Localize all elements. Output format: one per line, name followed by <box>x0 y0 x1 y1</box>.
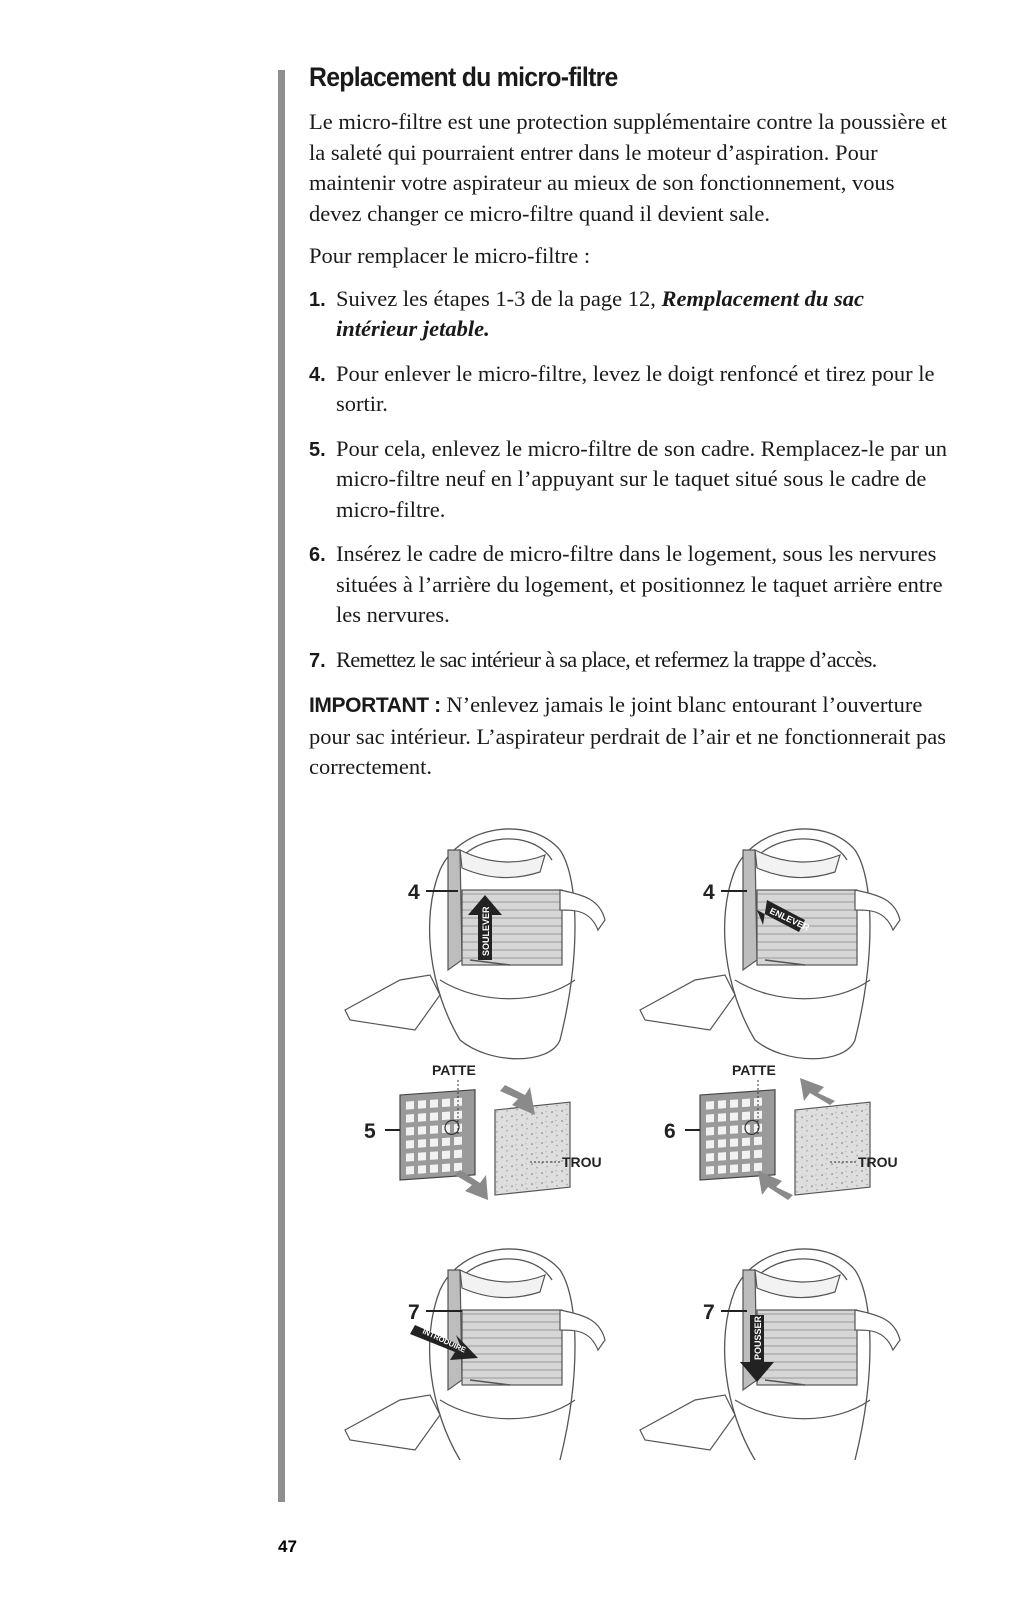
margin-bar <box>278 70 285 1502</box>
arrow-left-icon <box>800 1078 835 1105</box>
intro-paragraph: Le micro-filtre est une protection supplémentaire contre la poussière et la saleté qui pourraient entrer dans le moteur d’aspiration. Pour maintenir votre aspirateur au mieux de son fonctionnement, vous devez changer ce micro-filtre quand il devient sale. <box>309 109 947 226</box>
page-content <box>309 62 949 795</box>
page-title: Replacement du micro-filtre <box>309 62 618 92</box>
step-number: 7. <box>309 649 326 672</box>
callout-number: 7 <box>408 1301 420 1324</box>
figure-step6-frame <box>664 1062 898 1200</box>
callout-number: 6 <box>664 1120 676 1143</box>
arrow-left-icon <box>758 1171 793 1200</box>
important-label: IMPORTANT : <box>309 694 441 717</box>
step-number: 1. <box>309 288 326 311</box>
step-number: 6. <box>309 544 326 566</box>
figure-step7-push <box>640 1249 900 1460</box>
arrow-label: ENLEVER <box>768 905 811 933</box>
arrow-label: POUSSER <box>753 1315 763 1360</box>
step-text: Pour cela, enlevez le micro-filtre de son cadre. Remplacez-le par un micro-filtre neuf en l’appuyant sur le taquet situé sous le cadre de micro-filtre. <box>336 435 947 522</box>
step-text: Insérez le cadre de micro-filtre dans le logement, sous les nervures situées à l’arrière du logement, et positionnez le taquet arrière entre les nervures. <box>336 541 943 627</box>
step-item <box>309 539 949 631</box>
hole-label: TROU <box>858 1154 898 1170</box>
step-text-plain: Suivez les étapes 1-3 de la page 12, <box>336 285 662 311</box>
figure-step7-insert <box>345 1249 605 1460</box>
lead-paragraph: Pour remplacer le micro-filtre : <box>309 243 591 268</box>
tab-label: PATTE <box>732 1062 776 1078</box>
step-number: 4. <box>309 363 326 386</box>
step-reference: Remplacement du sac intérieur jetable. <box>336 285 864 341</box>
important-paragraph <box>309 690 949 783</box>
step-text: Pour enlever le micro-filtre, levez le doigt renfoncé et tirez pour le sortir. <box>336 360 935 416</box>
figure-step4-lift <box>345 829 605 1059</box>
step-item <box>309 359 949 420</box>
important-text: N’enlevez jamais le joint blanc entourant l’ouverture pour sac intérieur. L’aspirateur perdrait de l’air et ne fonctionnerait pas correctement. <box>309 692 947 779</box>
step-number: 5. <box>309 438 326 461</box>
step-text <box>336 284 949 345</box>
step-text: Remettez le sac intérieur à sa place, et refermez la trappe d’accès. <box>336 646 877 672</box>
callout-number: 7 <box>703 1301 715 1324</box>
callout-number: 4 <box>408 881 420 904</box>
step-item <box>309 284 949 345</box>
page-number: 47 <box>278 1537 297 1556</box>
callout-number: 5 <box>364 1120 376 1143</box>
tab-label: PATTE <box>432 1062 476 1078</box>
figure-step4-remove <box>640 829 900 1059</box>
callout-number: 4 <box>703 881 715 904</box>
arrow-label: INTRODUIRE <box>421 1326 468 1355</box>
figure-step5-frame <box>364 1062 602 1200</box>
hole-label: TROU <box>562 1154 602 1170</box>
step-item <box>309 434 949 526</box>
filter-replacement-illustrations <box>300 800 960 1460</box>
arrow-label: SOULEVER <box>481 906 491 956</box>
step-list <box>309 284 949 677</box>
step-item <box>309 645 949 677</box>
